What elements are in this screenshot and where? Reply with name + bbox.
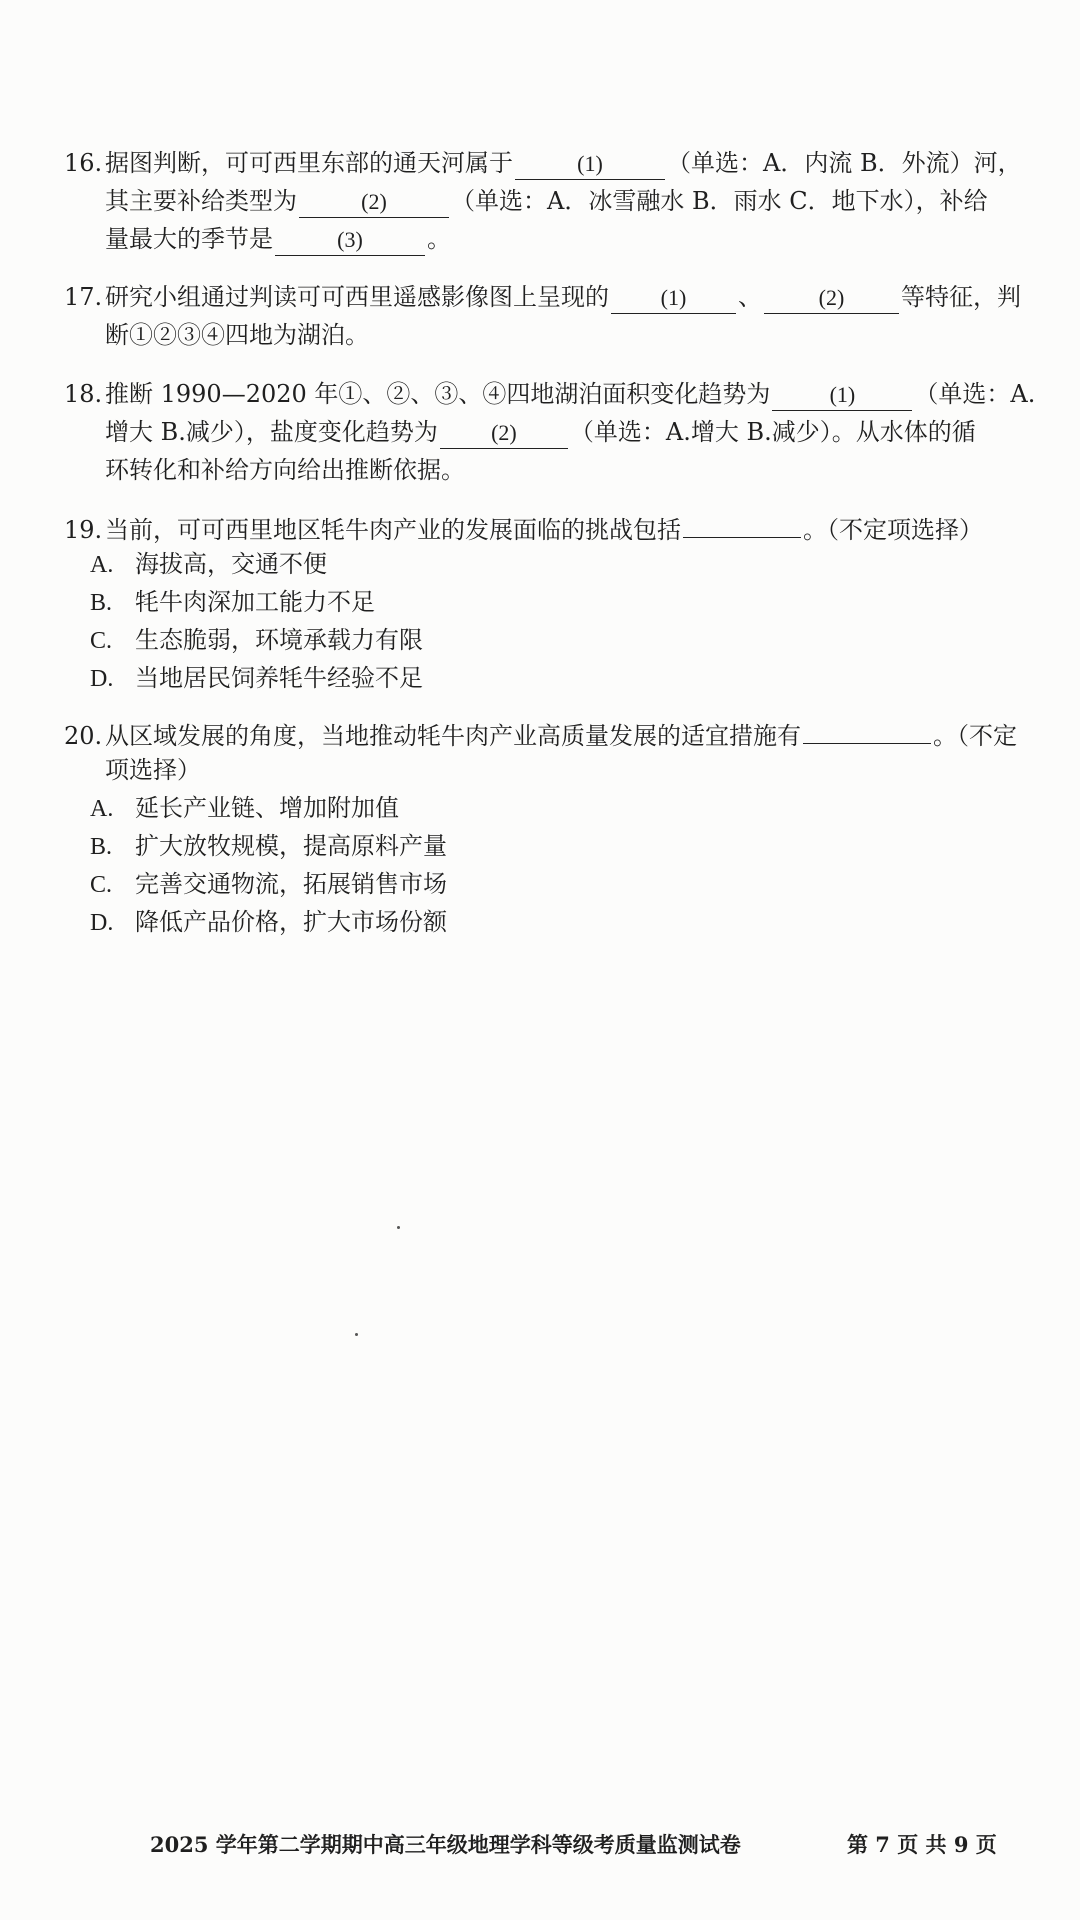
option-text: 延长产业链、增加附加值 xyxy=(135,794,399,822)
question-text: 。（不定项选择） xyxy=(803,516,983,544)
option-c[interactable] xyxy=(64,865,1054,903)
question-18-line-2 xyxy=(64,413,1054,451)
question-text: 量最大的季节是 xyxy=(105,225,273,253)
scan-speck xyxy=(397,1226,400,1229)
question-number: 19. xyxy=(64,516,103,544)
question-text: 等特征，判 xyxy=(901,283,1021,311)
option-text: 海拔高，交通不便 xyxy=(135,550,327,578)
separator: 、 xyxy=(738,283,762,311)
option-d[interactable] xyxy=(64,659,1054,697)
question-16-line-3 xyxy=(64,220,1054,258)
option-a[interactable] xyxy=(64,789,1054,827)
option-letter: D. xyxy=(90,666,114,692)
option-letter: A. xyxy=(90,796,114,822)
question-text: 增大 B.减少），盐度变化趋势为 xyxy=(105,418,438,446)
question-17-line-1 xyxy=(64,278,1054,316)
question-18-line-3 xyxy=(64,451,1054,489)
option-letter: C. xyxy=(90,872,113,898)
answer-blank-3[interactable]: (3) xyxy=(275,225,425,256)
question-text: （单选：A．内流 B．外流）河， xyxy=(667,149,1022,177)
option-text: 当地居民饲养牦牛经验不足 xyxy=(135,664,423,692)
page-indicator: 第 7 页 共 9 页 xyxy=(847,1832,997,1857)
question-text: 其主要补给类型为 xyxy=(105,187,297,215)
question-17-line-2 xyxy=(64,316,1054,354)
question-20-stem-line-1 xyxy=(64,713,1054,751)
question-text: 环转化和补给方向给出推断依据。 xyxy=(105,456,465,484)
question-20 xyxy=(64,713,1054,941)
answer-blank[interactable] xyxy=(683,507,801,538)
scan-speck xyxy=(355,1333,358,1336)
question-text: 。 xyxy=(427,225,451,253)
answer-blank[interactable] xyxy=(803,713,931,744)
answer-blank-2[interactable]: (2) xyxy=(299,187,449,218)
question-18-line-1 xyxy=(64,375,1054,413)
option-text: 降低产品价格，扩大市场份额 xyxy=(135,908,447,936)
question-text: （单选：A.增大 B.减少）。从水体的循 xyxy=(569,418,976,446)
question-16-line-1 xyxy=(64,144,1054,182)
question-text: 推断 1990—2020 年①、②、③、④四地湖泊面积变化趋势为 xyxy=(105,380,771,408)
question-text: （单选：A．冰雪融水 B．雨水 C．地下水），补给 xyxy=(451,187,988,215)
question-text: （单选：A. xyxy=(914,380,1036,408)
question-text: 据图判断，可可西里东部的通天河属于 xyxy=(105,149,513,177)
option-letter: C. xyxy=(90,628,113,654)
answer-blank-1[interactable]: (1) xyxy=(611,283,736,314)
question-16-line-2 xyxy=(64,182,1054,220)
answer-blank-1[interactable]: (1) xyxy=(515,149,665,180)
option-d[interactable] xyxy=(64,903,1054,941)
question-18 xyxy=(64,375,1054,489)
option-b[interactable] xyxy=(64,583,1054,621)
option-b[interactable] xyxy=(64,827,1054,865)
option-text: 生态脆弱，环境承载力有限 xyxy=(135,626,423,654)
question-text: 从区域发展的角度，当地推动牦牛肉产业高质量发展的适宜措施有 xyxy=(105,722,801,750)
option-text: 完善交通物流，拓展销售市场 xyxy=(135,870,447,898)
question-text: 项选择） xyxy=(105,756,201,784)
option-c[interactable] xyxy=(64,621,1054,659)
question-number: 18. xyxy=(64,380,103,408)
question-20-stem-line-2 xyxy=(64,751,1054,789)
option-text: 牦牛肉深加工能力不足 xyxy=(135,588,375,616)
answer-blank-1[interactable]: (1) xyxy=(772,380,912,411)
option-text: 扩大放牧规模，提高原料产量 xyxy=(135,832,447,860)
question-16 xyxy=(64,144,1054,258)
question-text: 当前，可可西里地区牦牛肉产业的发展面临的挑战包括 xyxy=(105,516,681,544)
footer-title: 2025 学年第二学期期中高三年级地理学科等级考质量监测试卷 xyxy=(150,1832,741,1857)
question-19 xyxy=(64,507,1054,697)
option-letter: B. xyxy=(90,590,113,616)
question-text: 研究小组通过判读可可西里遥感影像图上呈现的 xyxy=(105,283,609,311)
answer-blank-2[interactable]: (2) xyxy=(440,418,568,449)
question-text: 。（不定 xyxy=(933,722,1017,750)
option-a[interactable] xyxy=(64,545,1054,583)
question-number: 17. xyxy=(64,283,103,311)
option-letter: A. xyxy=(90,552,114,578)
question-19-stem xyxy=(64,507,1054,545)
option-letter: D. xyxy=(90,910,114,936)
question-number: 20. xyxy=(64,722,103,750)
option-letter: B. xyxy=(90,834,113,860)
question-17 xyxy=(64,278,1054,354)
question-number: 16. xyxy=(64,149,103,177)
answer-blank-2[interactable]: (2) xyxy=(764,283,899,314)
question-text: 断①②③④四地为湖泊。 xyxy=(105,321,369,349)
